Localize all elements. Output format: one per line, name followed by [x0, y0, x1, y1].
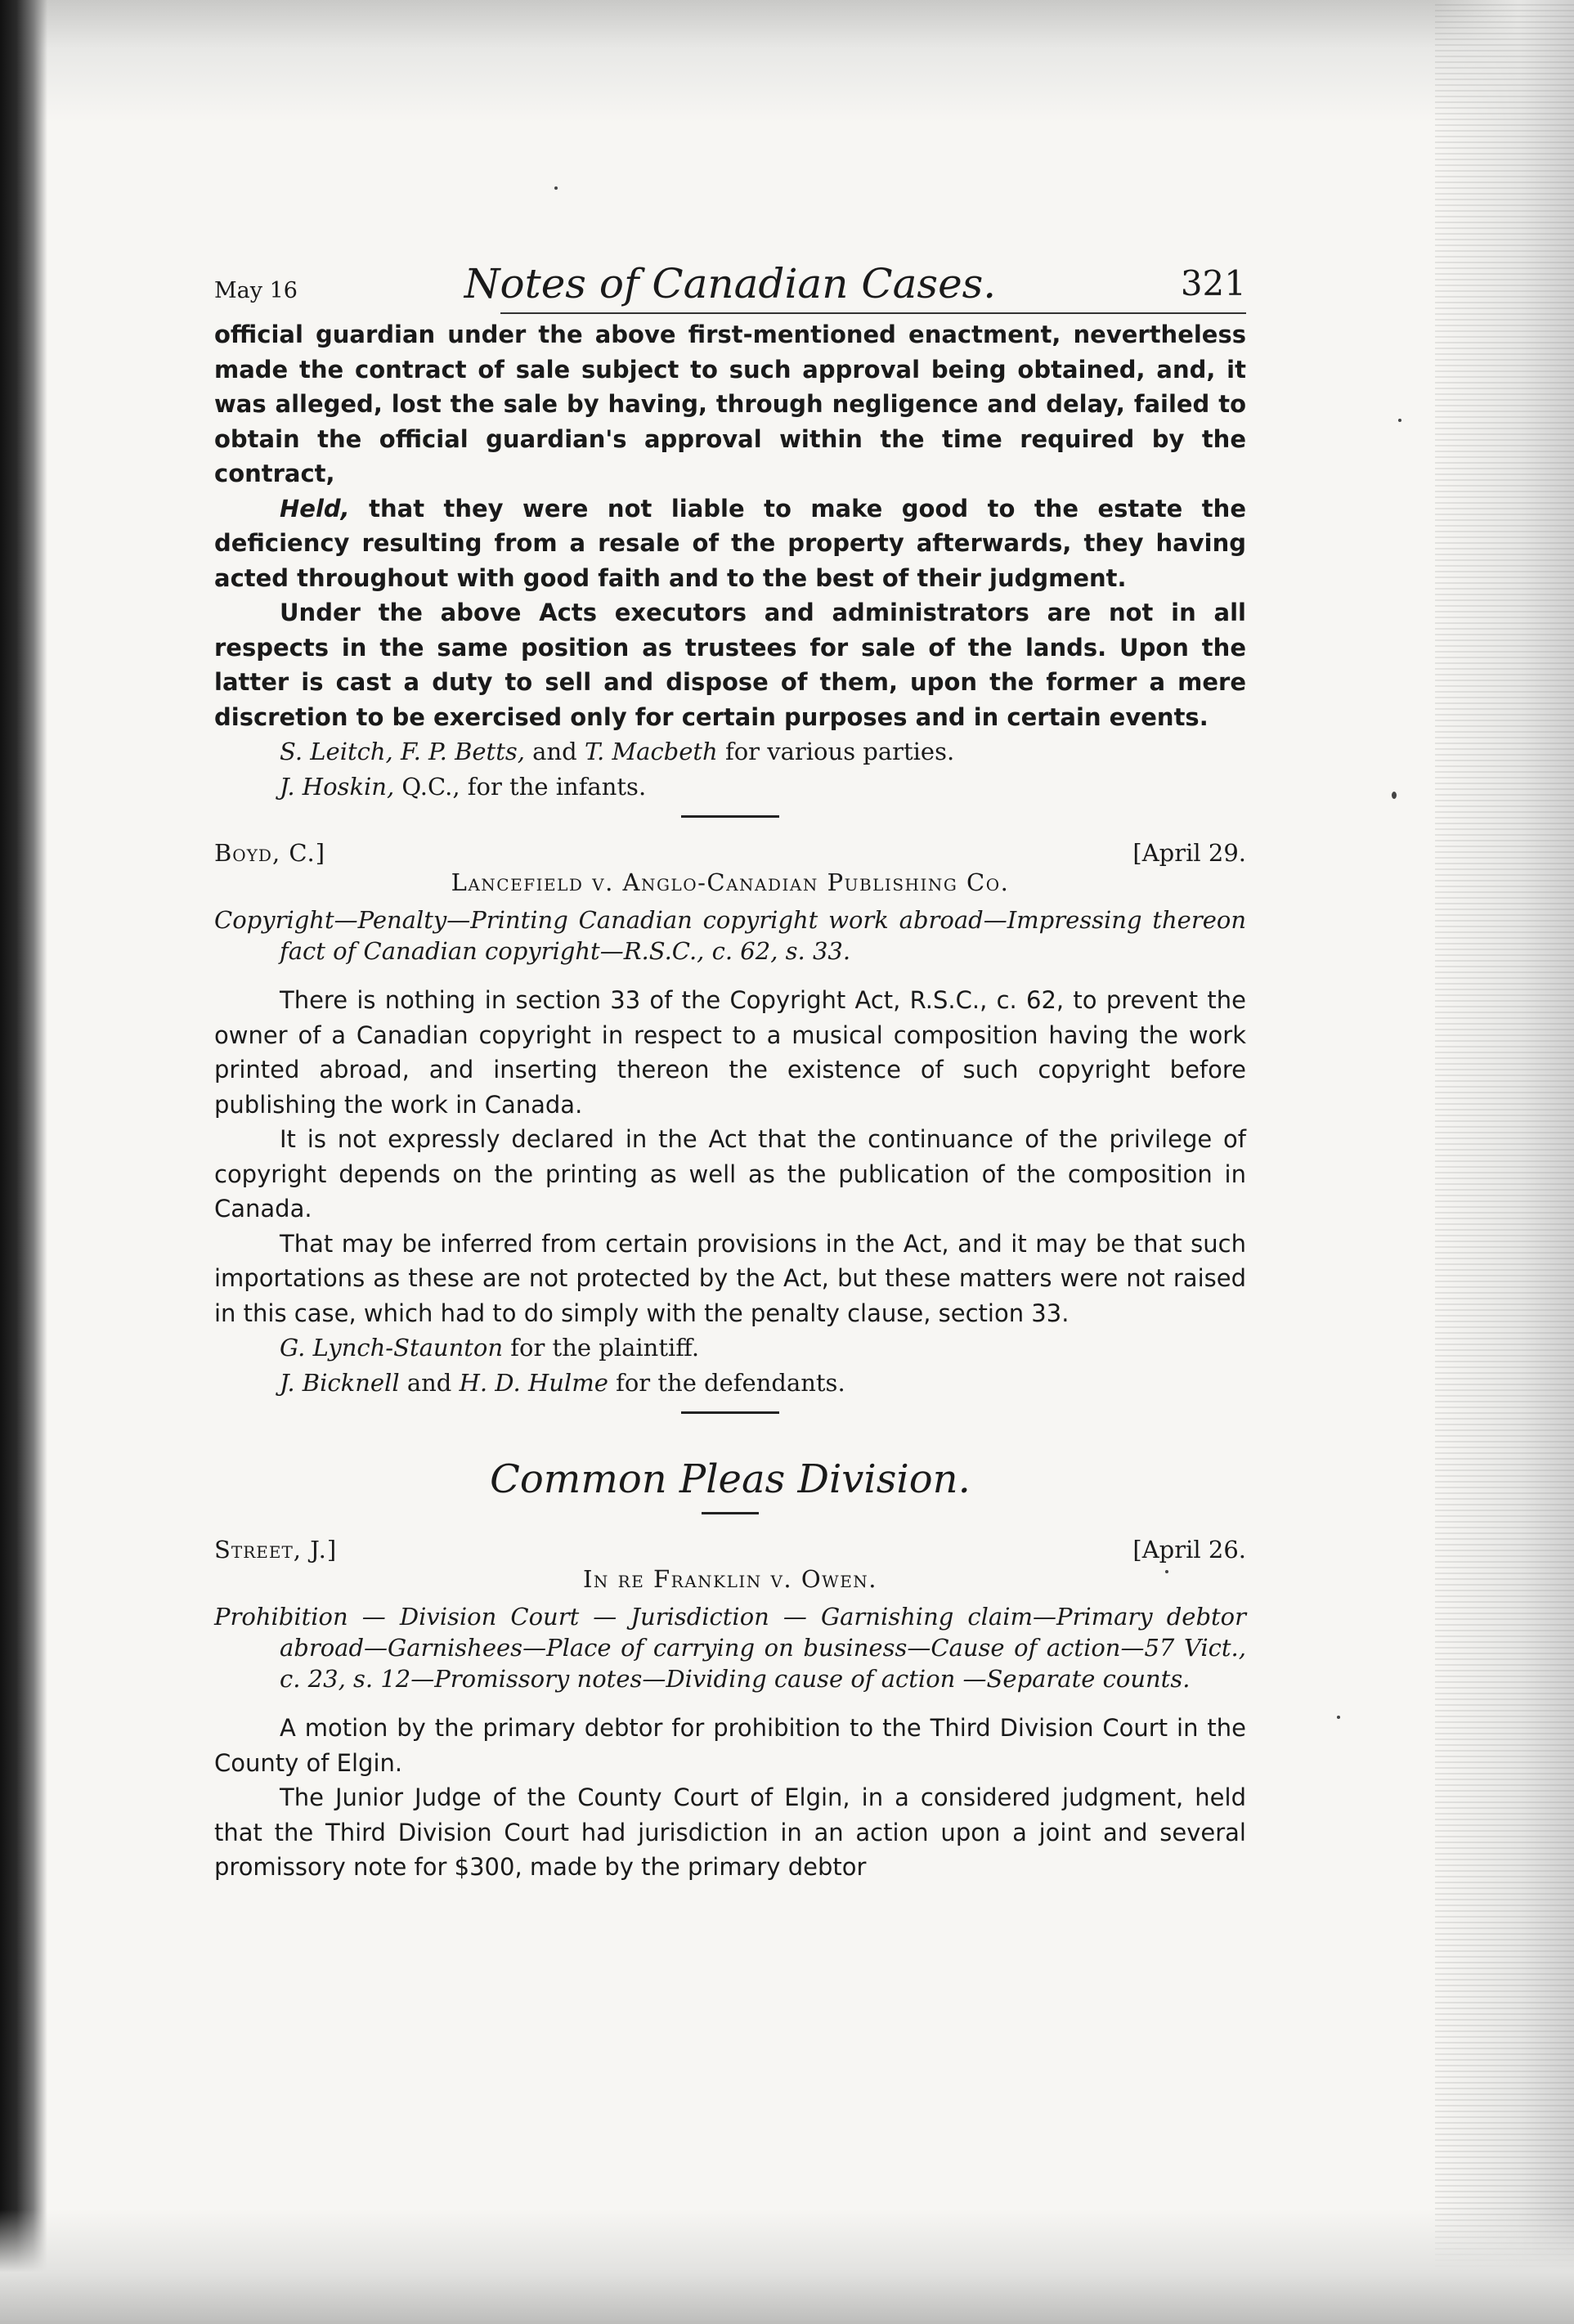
ink-speck: [554, 186, 558, 190]
counsel-line: S. Leitch, F. P. Betts, and T. Macbeth for various parties.: [280, 738, 955, 765]
running-head-rule: [500, 312, 1246, 314]
counsel-line: G. Lynch-Staunton for the plaintiff.: [280, 1334, 700, 1362]
case-title: In re Franklin v. Owen.: [582, 1565, 878, 1593]
case-judge: Boyd, C.]: [214, 839, 326, 867]
scan-edge-left: [0, 0, 47, 2324]
paragraph: Under the above Acts executors and administrators are not in all respects in the same position as trustees for sale of the lands. Upon the latter is cast a duty to sell and dispose of them, upon the former a mere discretion to be exercised only for certain purposes and in certain events.: [214, 599, 1246, 731]
paragraph: That may be inferred from certain provisions in the Act, and it may be that such importations as these are not protected by the Act, but these matters were not raised in this case, which had to do simply with the penalty clause, section 33.: [214, 1229, 1246, 1327]
ink-speck: [1392, 792, 1397, 799]
paragraph: official guardian under the above first-mentioned enactment, nevertheless made the contract of sale subject to such approval being obtained, and, it was alleged, lost the sale by having, through negligence and delay, failed to obtain the official guardian's approval within the time required by the contract,: [214, 321, 1246, 487]
running-head-title: Notes of Canadian Cases.: [464, 260, 997, 307]
ink-speck: [1398, 419, 1401, 422]
scan-edge-bottom: [0, 2210, 1574, 2324]
paragraph: The Junior Judge of the County Court of Elgin, in a considered judgment, held that the Third Division Court had jurisdiction in an action upon a joint and several promissory note for $300, made by the primary debtor: [214, 1783, 1246, 1881]
case-headnote: Copyright—Penalty—Printing Canadian copyright work abroad—Impressing thereon fact of Canadian copyright—R.S.C., c. 62, s. 33.: [214, 906, 1246, 965]
held-text: that they were not liable to make good to the estate the deficiency resulting from a resale of the property afterwards, they having acted throughout with good faith and to the best of their judgment.: [214, 494, 1246, 592]
case-heading: [214, 832, 1246, 896]
section-divider: [702, 1512, 759, 1514]
section-divider: [681, 815, 779, 818]
section-divider: [681, 1411, 779, 1414]
scan-edge-top: [0, 0, 1574, 123]
page-number: 321: [1180, 263, 1246, 303]
ink-speck: [1337, 1716, 1340, 1719]
case-date: [April 26.: [1132, 1536, 1246, 1564]
running-head-date: May 16: [214, 278, 298, 303]
running-head: [214, 260, 1246, 317]
paragraph: It is not expressly declared in the Act that the continuance of the privilege of copyright depends on the printing as well as the publication of the composition in Canada.: [214, 1125, 1246, 1223]
held-paragraph: [214, 491, 1246, 596]
held-label: Held,: [280, 494, 350, 523]
case-heading: [214, 1529, 1246, 1593]
page-content: [214, 260, 1246, 1885]
case-judge: Street, J.]: [214, 1536, 338, 1564]
counsel-line: J. Hoskin, Q.C., for the infants.: [280, 772, 647, 801]
case-date: [April 29.: [1132, 839, 1246, 867]
scan-edge-right: [1435, 0, 1574, 2324]
counsel-line: J. Bicknell and H. D. Hulme for the defendants.: [280, 1368, 845, 1397]
paragraph: A motion by the primary debtor for prohibition to the Third Division Court in the County of Elgin.: [214, 1714, 1246, 1777]
paragraph: There is nothing in section 33 of the Copyright Act, R.S.C., c. 62, to prevent the owner of a Canadian copyright in respect to a musical composition having the work printed abroad, and inserting thereon the existence of such copyright before publishing the work in Canada.: [214, 986, 1246, 1119]
case-headnote: Prohibition — Division Court — Jurisdiction — Garnishing claim—Primary debtor abroad—Garnishees—Place of carrying on business—Cause of action—57 Vict., c. 23, s. 12—Promissory notes—Dividing cause of action —Separate counts.: [214, 1603, 1246, 1693]
case-title: Lancefield v. Anglo-Canadian Publishing Co.: [451, 868, 1010, 896]
division-title: Common Pleas Division.: [490, 1456, 971, 1502]
